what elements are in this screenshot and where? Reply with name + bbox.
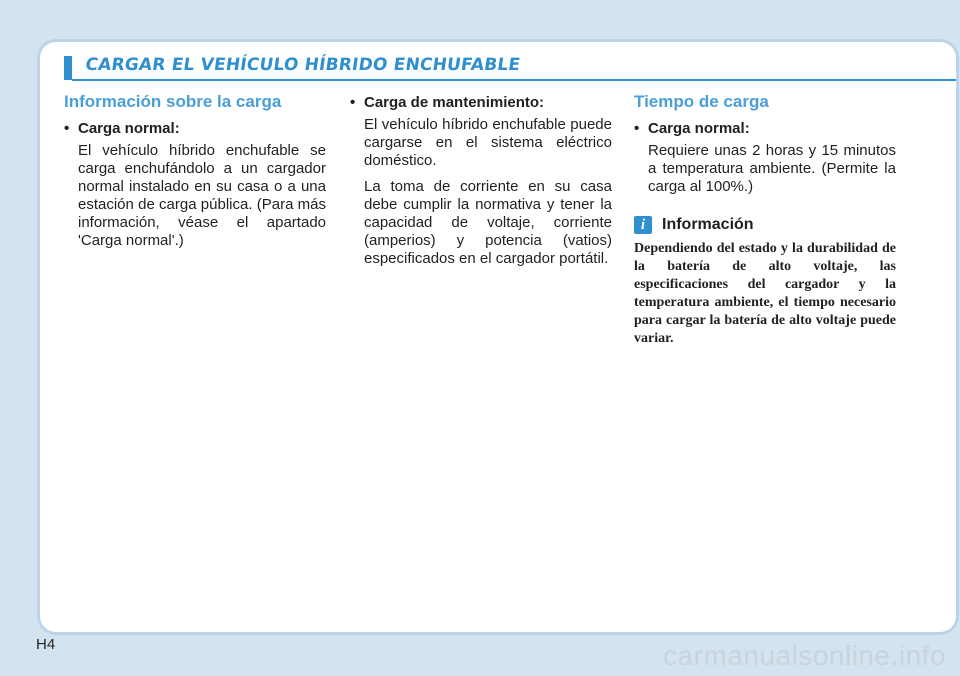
section-divider [72,79,956,81]
info-box-header [634,216,896,234]
bullet-label: Carga normal: [78,120,180,137]
bullet-dot: • [350,94,356,111]
bullet-dot: • [64,120,70,137]
bullet-normal-charging-time [634,120,896,138]
info-title: Información [662,216,754,233]
section-accent-bar [64,56,72,80]
paragraph-charging-duration: Requiere unas 2 horas y 15 minutos a temperatura ambiente. (Permite la carga al 100%.) [648,142,896,195]
bullet-dot: • [634,120,640,137]
column-maintenance-charging [350,92,612,268]
heading-charging-time: Tiempo de carga [634,92,769,111]
column-charging-time [634,92,896,348]
column-charging-info [64,92,326,250]
bullet-label: Carga de mantenimiento: [364,94,545,111]
watermark: carmanualsonline.info [663,640,946,671]
heading-charging-info: Información sobre la carga [64,92,282,111]
info-icon: i [634,216,652,234]
paragraph-outlet-requirements: La toma de corriente en su casa debe cumplir la normativa y tener la capacidad de voltaje, corriente (amperios) y potencia (vatios) especificados en el cargador portátil. [364,178,612,267]
bullet-maintenance-charging [350,94,612,112]
bullet-label: Carga normal: [648,120,750,137]
paragraph-household-system: El vehículo híbrido enchufable puede cargarse en el sistema eléctrico doméstico. [364,116,612,169]
section-title: CARGAR EL VEHÍCULO HÍBRIDO ENCHUFABLE [84,55,522,75]
page-number: H4 [36,636,56,653]
paragraph-normal-charging: El vehículo híbrido enchufable se carga enchufándolo a un cargador normal instalado en su casa o a una estación de carga pública. (Para más información, véase el apartado 'Carga normal'.) [78,142,326,249]
bullet-normal-charging [64,120,326,138]
info-text: Dependiendo del estado y la durabilidad de la batería de alto voltaje, las especificaciones del cargador y la temperatura ambiente, el tiempo necesario para cargar la batería de alto voltaje puede variar. [634,241,896,346]
